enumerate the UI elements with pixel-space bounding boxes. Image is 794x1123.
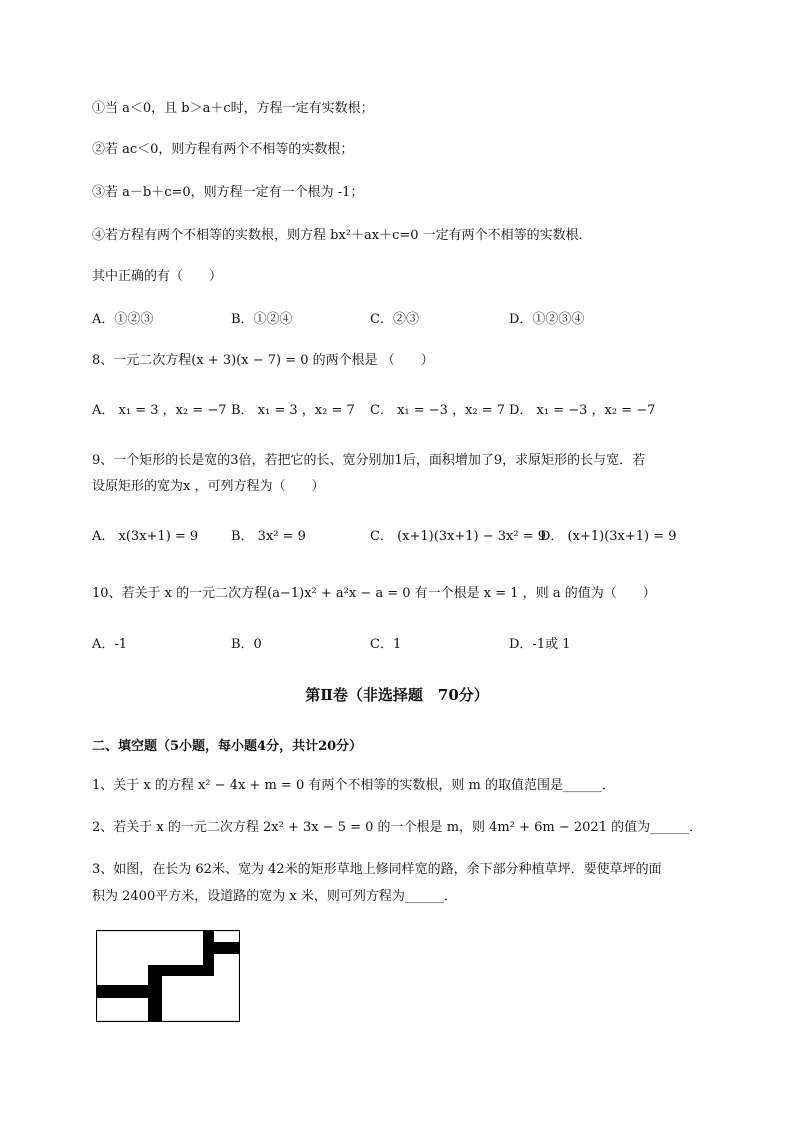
q7-option-a: A．①②③ [92, 312, 154, 327]
q9-option-d: D． (x+1)(3x+1) = 9 [540, 529, 677, 544]
lawn-road-figure [96, 930, 240, 1022]
statement-3: ③若 a－b＋c=0，则方程一定有一个根为 -1； [92, 185, 364, 200]
q8-option-d: D． x₁ = −3 ，x₂ = −7 [509, 403, 656, 418]
q10-option-b: B．0 [231, 637, 262, 652]
fill-question-1: 1、关于 x 的方程 x² − 4x + m = 0 有两个不相等的实数根，则 m 的取值范围是______． [92, 778, 615, 793]
q7-option-b: B．①②④ [231, 312, 293, 327]
fill-question-3-line1: 3、如图，在长为 62米、宽为 42米的矩形草地上修同样宽的路，余下部分种植草坪．要使草坪的面 [92, 862, 662, 877]
question-9-stem-line1: 9、一个矩形的长是宽的3倍，若把它的长、宽分别加1后，面积增加了9，求原矩形的长与宽．若 [92, 453, 646, 468]
part-2-title: 第Ⅱ卷（非选择题 70分） [305, 686, 489, 704]
fill-question-2: 2、若关于 x 的一元二次方程 2x² + 3x − 5 = 0 的一个根是 m，则 4m² + 6m − 2021 的值为______． [92, 820, 703, 835]
q8-option-b: B． x₁ = 3 ，x₂ = 7 [231, 403, 355, 418]
q10-option-a: A．-1 [92, 637, 128, 652]
question-8-stem: 8、一元二次方程(x + 3)(x − 7) = 0 的两个根是 （ ） [92, 353, 434, 368]
q10-option-c: C．1 [370, 637, 402, 652]
q8-option-a: A． x₁ = 3 ，x₂ = −7 [92, 403, 227, 418]
fill-question-3-line2: 积为 2400平方米，设道路的宽为 x 米，则可列方程为______． [92, 889, 457, 904]
q7-option-d: D．①②③④ [509, 312, 585, 327]
q10-option-d: D．-1或 1 [509, 637, 571, 652]
q7-option-c: C．②③ [370, 312, 419, 327]
question-7-prompt: 其中正确的有（ ） [92, 269, 223, 284]
statement-2: ②若 ac＜0，则方程有两个不相等的实数根； [92, 142, 354, 157]
statement-1: ①当 a＜0，且 b＞a＋c时，方程一定有实数根； [92, 101, 374, 116]
question-10-stem: 10、若关于 x 的一元二次方程(a−1)x² + a²x − a = 0 有一个根是 x = 1 ，则 a 的值为（ ） [92, 586, 656, 601]
q9-option-c: C． (x+1)(3x+1) − 3x² = 9 [370, 529, 547, 544]
q8-option-c: C． x₁ = −3 ，x₂ = 7 [370, 403, 506, 418]
question-9-stem-line2: 设原矩形的宽为x ，可列方程为（ ） [92, 479, 325, 494]
q9-option-b: B． 3x² = 9 [231, 529, 306, 544]
q9-option-a: A． x(3x+1) = 9 [92, 529, 199, 544]
statement-4: ④若方程有两个不相等的实数根，则方程 bx²＋ax＋c=0 一定有两个不相等的实数根． [92, 228, 592, 243]
section-2-title: 二、填空题（5小题，每小题4分，共计20分） [92, 739, 363, 754]
